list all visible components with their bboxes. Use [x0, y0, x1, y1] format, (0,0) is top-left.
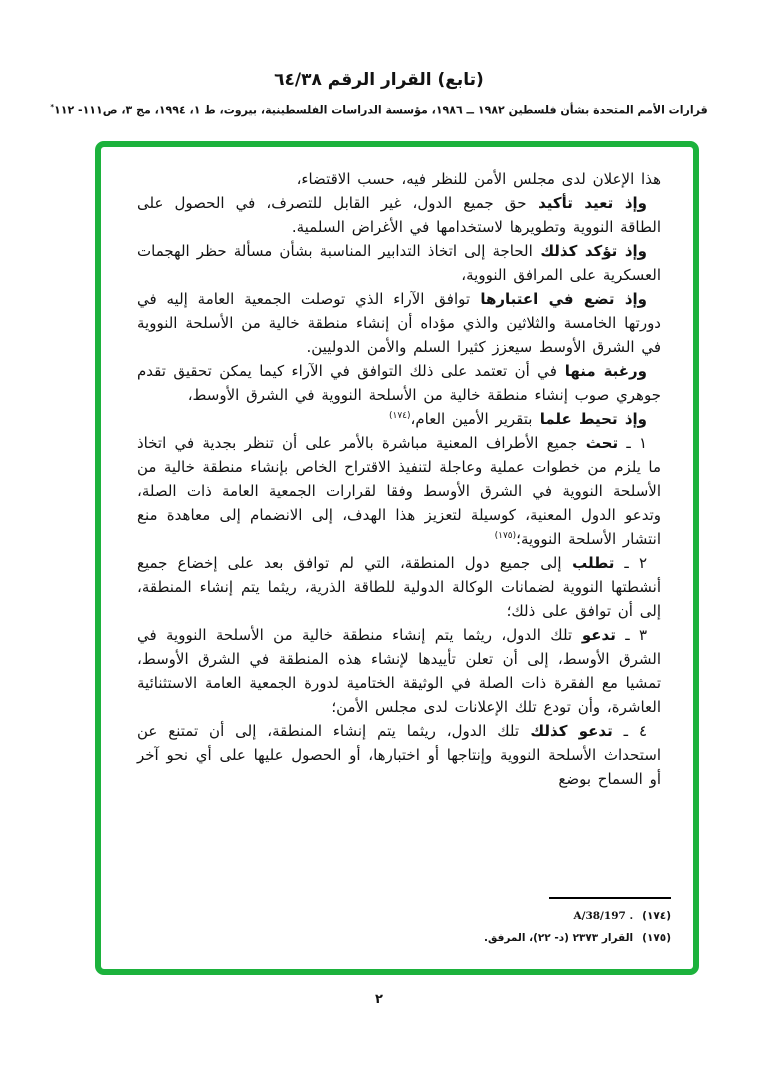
- paragraph-number: ٣ ـ: [615, 626, 647, 644]
- paragraph-number: ١ ـ: [618, 434, 647, 452]
- paragraph-lead: تدعو: [572, 626, 616, 644]
- paragraph-number: ٢ ـ: [614, 554, 647, 572]
- paragraph: ورغبة منها في أن تعتمد على ذلك التوافق في الآراء كيما يمكن تحقيق تقدم جوهري صوب إنشاء منطقة خالية من الأسلحة النووية في الشرق الأوسط،: [137, 362, 661, 404]
- page-number: ٢: [375, 992, 383, 1007]
- paragraph-number: ٤ ـ: [612, 722, 647, 740]
- source-footnote-mark: *: [50, 103, 55, 111]
- page-title: (تابع) القرار الرقم ٦٤/٣٨: [274, 70, 484, 90]
- source-citation: [0, 103, 758, 117]
- paragraph: هذا الإعلان لدى مجلس الأمن للنظر فيه، حسب الاقتضاء،: [296, 170, 661, 188]
- paragraph: وإذ تحيط علما بتقرير الأمين العام،$^{(١٧٤)}$: [389, 410, 647, 428]
- paragraph: وإذ تعيد تأكيد حق جميع الدول، غير القابل للتصرف، في الحصول على الطاقة النووية وتطويرها لاستخدامها في الأغراض السلمية.: [137, 194, 661, 236]
- footnote-ref: (١٧٤): [389, 411, 411, 421]
- paragraph: ١ ـ تحث جميع الأطراف المعنية مباشرة بالأمر على أن تنظر بجدية في اتخاذ ما يلزم من خطوات عملية وعاجلة لتنفيذ الاقتراح الخاص بإنشاء منطقة خالية من الأسلحة النووية في الشرق الأوسط وفقا لقرارات الجمعية العامة ذات الصلة، وتدعو الدول المعنية، كوسيلة لتعزيز هذا الهدف، إلى الانضمام إلى معاهدة منع انتشار الأسلحة النووية؛$^{(١٧٥)}$: [137, 434, 661, 548]
- footnote-number: (١٧٥): [642, 932, 671, 944]
- footnote-ref: (١٧٥): [494, 531, 517, 541]
- paragraph: وإذ تؤكد كذلك الحاجة إلى اتخاذ التدابير المناسبة بشأن مسألة حظر الهجمات العسكرية على المرافق النووية،: [137, 242, 661, 284]
- footnote-text: A/38/197 .: [573, 910, 634, 922]
- footnote: [115, 905, 671, 927]
- footnote-number: (١٧٤): [642, 910, 671, 922]
- source-citation-text: قرارات الأمم المتحدة بشأن فلسطين ١٩٨٢ ــ ١٩٨٦، مؤسسة الدراسات الفلسطينية، بيروت، ط ١، ١٩٩٤، مج ٣، ص١١١- ١١٢: [54, 103, 708, 117]
- document-body: [137, 167, 661, 791]
- footnotes: [115, 897, 671, 949]
- paragraph-lead: وإذ تضع في اعتبارها: [470, 290, 647, 308]
- paragraph-lead: تدعو كذلك: [519, 722, 613, 740]
- paragraph-lead: ورغبة منها: [556, 362, 647, 380]
- paragraph: ٢ ـ تطلب إلى جميع دول المنطقة، التي لم توافق بعد على إخضاع جميع أنشطتها النووية لضمانات الوكالة الدولية للطاقة الذرية، ريثما يتم إنشاء المنطقة، إلى أن توافق على ذلك؛: [137, 554, 661, 620]
- highlight-box: [95, 141, 699, 975]
- paragraph: ٣ ـ تدعو تلك الدول، ريثما يتم إنشاء منطقة خالية من الأسلحة النووية في الشرق الأوسط، إلى أن تعلن تأييدها لإنشاء هذه المنطقة في الشرق الأوسط، تمشيا مع الفقرة ذات الصلة في الوثيقة الختامية لدورة الجمعية العامة الاستثنائية العاشرة، وأن تودع تلك الإعلانات لدى مجلس الأمن؛: [137, 626, 661, 716]
- paragraph-lead: تحث: [577, 434, 619, 452]
- footnote-separator: [549, 897, 671, 899]
- paragraph-lead: وإذ تؤكد كذلك: [532, 242, 647, 260]
- footnote-list: [115, 905, 671, 949]
- paragraph: وإذ تضع في اعتبارها توافق الآراء الذي توصلت الجمعية العامة إليه في دورتها الخامسة والثلاثين والذي مؤداه أن إنشاء منطقة خالية من الأسلحة النووية في الشرق الأوسط سيعزز كثيرا السلم والأمن الدوليين.: [137, 290, 661, 356]
- paragraph: ٤ ـ تدعو كذلك تلك الدول، ريثما يتم إنشاء المنطقة، إلى أن تمتنع عن استحداث الأسلحة النووية وإنتاجها أو اختبارها، أو الحصول عليها على أي نحو آخر أو السماح بوضع: [137, 722, 661, 788]
- paragraph-lead: وإذ تعيد تأكيد: [526, 194, 647, 212]
- paragraph-lead: وإذ تحيط علما: [532, 410, 647, 428]
- footnote-text: القرار ٢٣٧٣ (د- ٢٢)، المرفق.: [483, 932, 634, 944]
- footnote: [115, 927, 671, 949]
- paragraph-lead: تطلب: [561, 554, 615, 572]
